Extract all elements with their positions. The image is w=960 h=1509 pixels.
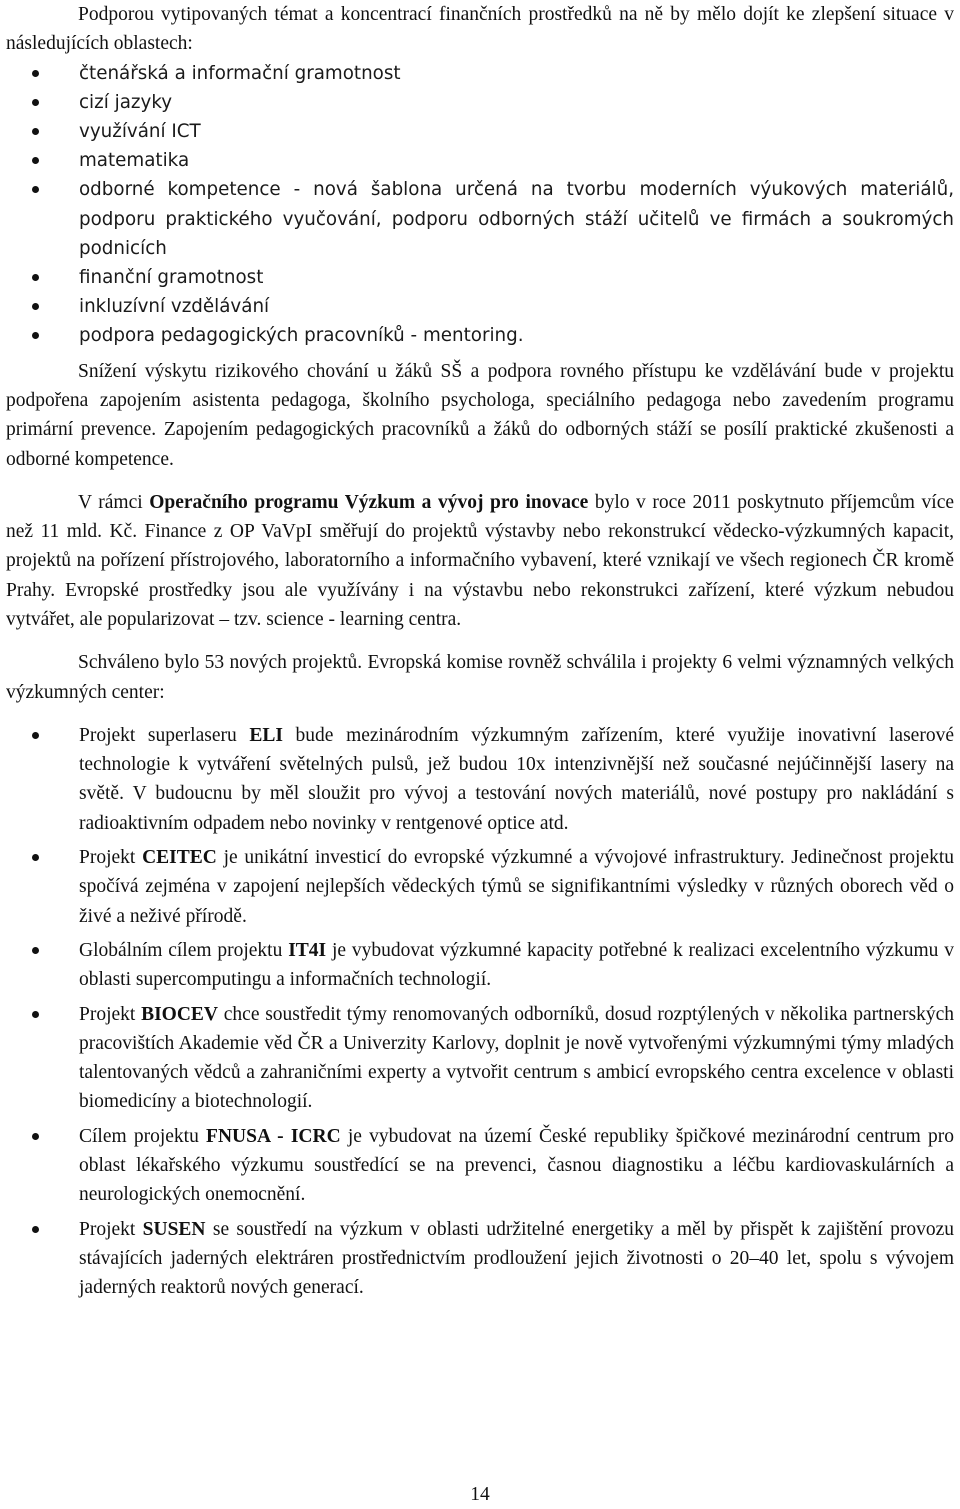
project-item-ceitec (79, 843, 954, 931)
page-content (6, 0, 954, 1308)
bullet-icon (32, 1133, 39, 1140)
project-item-it4i (79, 936, 954, 995)
bullet-icon (32, 1226, 39, 1233)
project-name: BIOCEV (141, 1003, 219, 1025)
list-item (79, 292, 954, 321)
bullet-icon (32, 99, 39, 106)
project-name: SUSEN (142, 1218, 206, 1240)
bullet-icon (32, 157, 39, 164)
approved-projects-paragraph: Schváleno bylo 53 nových projektů. Evropská komise rovněž schválila i projekty 6 velmi významných velkých výzkumných center: (6, 652, 954, 703)
list-item (79, 175, 954, 263)
list-item-text: inkluzívní vzdělávání (79, 296, 270, 318)
project-text-before: Projekt (79, 1218, 143, 1240)
op-program-name: Operačního programu Výzkum a vývoj pro inovace (149, 491, 589, 513)
op-text-after: bylo v roce 2011 poskytnuto příjemcům více než 11 mld. Kč. Finance z OP VaVpI směřují do projektů výstavby nebo rekonstrukcí vědecko-výzkumných kapacit, projektů na pořízení přístrojového, laboratorního a informačního vybavení, které vznikají ve všech regionech ČR kromě Prahy. Evropské prostředky jsou ale využívány i na výstavbu nebo rekonstrukci zařízení, které výzkum nebudou vytvářet, ale popularizovat – tzv. science - learning centra. (6, 491, 954, 630)
project-text-before: Globálním cílem projektu (79, 939, 289, 961)
project-text-after: se soustředí na výzkum v oblasti udržitelné energetiky a měl by přispět k zajištění provozu stávajících jaderných elektráren prostřednictvím prodloužení jejich životnosti o 20–40 let, spolu s vývojem jaderných reaktorů nových generací. (79, 1218, 954, 1299)
project-item-eli (79, 721, 954, 838)
list-item (79, 321, 954, 350)
bullet-icon (32, 70, 39, 77)
bullet-icon (32, 274, 39, 281)
projects-list (6, 721, 954, 1303)
list-item (79, 59, 954, 88)
op-vavpi-paragraph (6, 488, 954, 634)
project-item-susen (79, 1215, 954, 1303)
project-text-before: Projekt superlaseru (79, 724, 250, 746)
project-name: CEITEC (142, 847, 217, 869)
bullet-icon (32, 732, 39, 739)
project-text-after: chce soustředit týmy renomovaných odborníků, dosud rozptýlených v několika partnerských pracovištích Akademie věd ČR a Univerzity Karlovy, doplnit je nově vytvořenými výzkumnými týmy mladých talentovaných vědců a zahraničními experty a vytvořit centrum s ambicí evropského centra excelence v oblasti biomedicíny a biotechnologií. (79, 1003, 954, 1113)
bullet-icon (32, 186, 39, 193)
list-item (79, 117, 954, 146)
project-name: ELI (249, 724, 283, 746)
list-item-text: podpora pedagogických pracovníků - mentoring. (79, 325, 524, 347)
list-item-text: odborné kompetence - nová šablona určená na tvorbu moderních výukových materiálů, podporu praktického vyučování, podporu odborných stáží učitelů ve firmách a soukromých podnicích (79, 179, 954, 259)
list-item-text: využívání ICT (79, 121, 201, 142)
bullet-icon (32, 303, 39, 310)
bullet-icon (32, 854, 39, 861)
list-item-text: čtenářská a informační gramotnost (79, 62, 401, 84)
project-text-after: je vybudovat výzkumné kapacity potřebné k realizaci excelentního výzkumu v oblasti supercomputingu a informačních technologií. (79, 939, 954, 991)
list-item (79, 88, 954, 117)
project-item-biocev (79, 1000, 954, 1117)
page-number: 14 (470, 1484, 490, 1505)
project-name: IT4I (288, 939, 327, 961)
list-item (79, 263, 954, 292)
bullet-icon (32, 1011, 39, 1018)
project-item-fnusa-icrc (79, 1122, 954, 1210)
list-item (79, 146, 954, 175)
project-text-after: je vybudovat na území České republiky špičkové mezinárodní centrum pro oblast lékařského výzkumu soustředící se na prevenci, časnou diagnostiku a léčbu kardiovaskulárních a neurologických onemocnění. (79, 1125, 954, 1206)
op-text-before: V rámci (78, 491, 150, 513)
project-text-before: Cílem projektu (79, 1125, 207, 1147)
project-text-after: bude mezinárodním výzkumným zařízením, které využije inovativní laserové technologie k vytváření světelných pulsů, jež budou 10x intenzivnější než současné nejúčinnější lasery na světě. V budoucnu by měl sloužit pro vývoj a testování nových materiálů, nové postupy pro nakládání s radioaktivním odpadem nebo novinky v rentgenové optice atd. (79, 724, 954, 834)
intro-paragraph: Podporou vytipovaných témat a koncentrací finančních prostředků na ně by mělo dojít ke zlepšení situace v následujících oblastech: (6, 4, 954, 55)
bullet-icon (32, 332, 39, 339)
bullet-icon (32, 128, 39, 135)
project-text-before: Projekt (79, 1003, 142, 1025)
list-item-text: finanční gramotnost (79, 267, 264, 289)
risk-behavior-paragraph: Snížení výskytu rizikového chování u žáků SŠ a podpora rovného přístupu ke vzdělávání bude v projektu podpořena zapojením asistenta pedagoga, školního psychologa, speciálního pedagoga nebo zavedením programu primární prevence. Zapojením pedagogických pracovníků a žáků do odborných stáží se posílí praktické zkušenosti a odborné kompetence. (6, 360, 954, 470)
project-name: FNUSA - ICRC (206, 1125, 341, 1147)
list-item-text: cizí jazyky (79, 91, 173, 113)
project-text-before: Projekt (79, 847, 143, 869)
list-item-text: matematika (79, 150, 190, 172)
topics-list (6, 59, 954, 351)
project-text-after: je unikátní investicí do evropské výzkumné a vývojové infrastruktury. Jedinečnost projektu spočívá zejména v zapojení nejlepších vědeckých týmů se signifikantními výsledky v různých oborech věd o živé a neživé přírodě. (79, 847, 954, 927)
bullet-icon (32, 947, 39, 954)
